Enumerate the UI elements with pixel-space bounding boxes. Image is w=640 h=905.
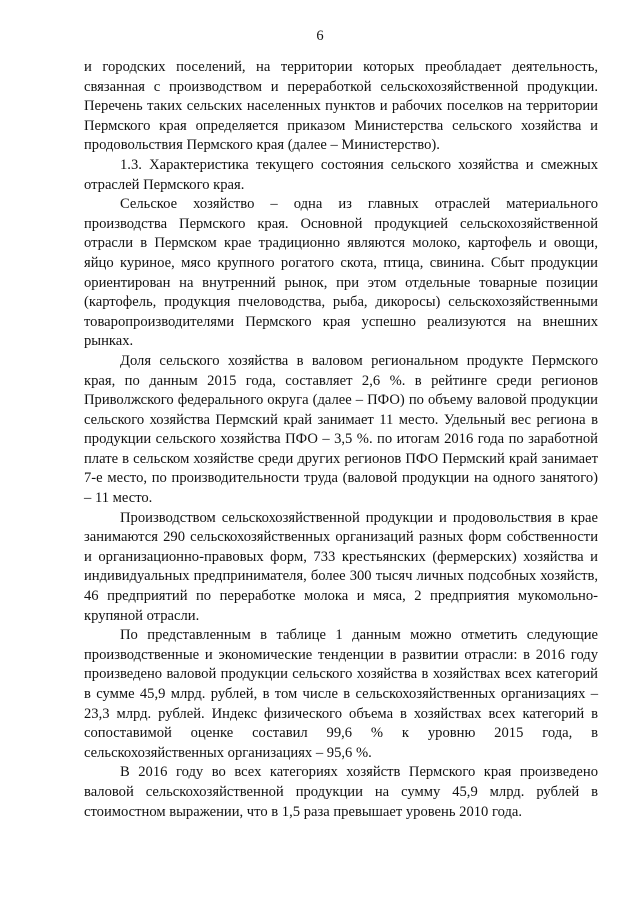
page-number: 6	[316, 28, 324, 44]
paragraph-grp-share: Доля сельского хозяйства в валовом региональном продукте Пермского края, по данным 2015 года, составляет 2,6 %. в рейтинге среди регионов Приволжского федерального округа (далее – ПФО) по объему валовой продукции сельского хозяйства Пермский край занимает 11 место. Удельный вес региона в продукции сельского хозяйства ПФО – 3,5 %. по итогам 2016 года по заработной плате в сельском хозяйстве среди других регионов ПФО Пермский край занимает 7-е место, по производительности труда (валовой продукции на одного занятого) – 11 место.	[84, 352, 598, 507]
section-heading-1-3: 1.3. Характеристика текущего состояния сельского хозяйства и смежных отраслей Пермского края.	[84, 156, 598, 193]
paragraph-producers: Производством сельскохозяйственной продукции и продовольствия в крае занимаются 290 сельскохозяйственных организаций разных форм собственности и организационно-правовых форм, 733 крестьянских (фермерских) хозяйства и индивидуальных предпринимателя, более 300 тысяч личных подсобных хозяйств, 46 предприятий по переработке молока и мяса, 2 предприятия мукомольно-крупяной отрасли.	[84, 509, 598, 624]
paragraph-table-trends: По представленным в таблице 1 данным можно отметить следующие производственные и экономические тенденции в развитии отрасли: в 2016 году произведено валовой продукции сельского хозяйства в хозяйствах всех категорий в сумме 45,9 млрд. рублей, в том числе в сельскохозяйственных организациях – 23,3 млрд. рублей. Индекс физического объема в хозяйствах всех категорий в сопоставимой оценке составил 99,6 % к уровню 2015 года, в сельскохозяйственных организациях – 95,6 %.	[84, 627, 598, 761]
document-body	[84, 58, 598, 822]
paragraph-continuation: и городских поселений, на территории которых преобладает деятельность, связанная с производством и переработкой сельскохозяйственной продукции. Перечень таких сельских населенных пунктов и рабочих поселков на территории Пермского края определяется приказом Министерства сельского хозяйства и продовольствия Пермского края (далее – Министерство).	[84, 59, 598, 154]
paragraph-2016-output: В 2016 году во всех категориях хозяйств Пермского края произведено валовой сельскохозяйственной продукции на сумму 45,9 млрд. рублей в стоимостном выражении, что в 1,5 раза превышает уровень 2010 года.	[84, 764, 598, 820]
paragraph-agriculture-overview: Сельское хозяйство – одна из главных отраслей материального производства Пермского края. Основной продукцией сельскохозяйственной отрасли в Пермском крае традиционно являются молоко, картофель и овощи, яйцо куриное, мясо крупного рогатого скота, птица, свинина. Сбыт продукции ориентирован на внутренний рынок, при этом отдельные товарные позиции (картофель, продукция пчеловодства, рыба, дикоросы) сельскохозяйственными товаропроизводителями Пермского края успешно реализуются на внешних рынках.	[84, 196, 598, 350]
